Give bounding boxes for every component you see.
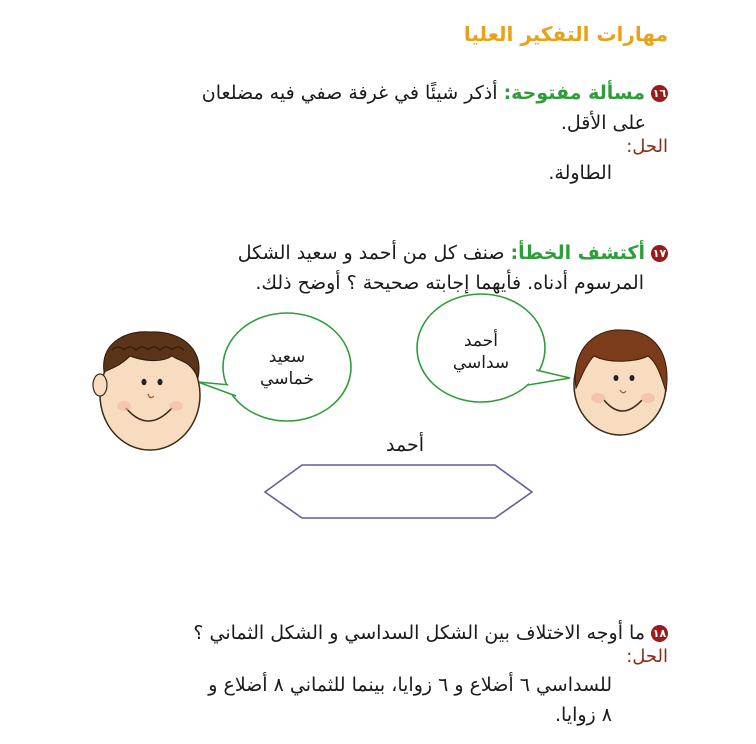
- section-title: مهارات التفكير العليا: [463, 22, 668, 46]
- question-label: مسألة مفتوحة:: [503, 82, 645, 104]
- boy-face-ahmad: [574, 330, 667, 435]
- answer-text: أحمد: [386, 434, 424, 456]
- question-text: أذكر شيئًا في غرفة صفي فيه مضلعان: [201, 82, 498, 104]
- bubble-ahmad-text: أحمد سداسي: [452, 331, 510, 373]
- boy-face-said: [93, 332, 200, 450]
- question-number-badge: ١٦: [652, 87, 667, 100]
- question-text-continued: على الأقل.: [560, 112, 646, 134]
- question-number-badge: ١٨: [652, 627, 667, 640]
- question-label: أكتشف الخطأ:: [510, 242, 645, 264]
- answer-text-continued: ٨ زوايا.: [554, 704, 612, 726]
- answer-text: الطاولة.: [548, 162, 612, 184]
- hexagon-shape: [265, 465, 532, 518]
- question-text: صنف كل من أحمد و سعيد الشكل: [237, 242, 505, 264]
- answer-text: للسداسي ٦ أضلاع و ٦ زوايا، بينما للثماني ٨ أضلاع و: [208, 674, 612, 696]
- bubble-said-text: سعيد خماسي: [260, 347, 314, 389]
- solution-label: الحل:: [626, 136, 668, 157]
- question-number-badge: ١٧: [652, 247, 667, 260]
- question-text: ما أوجه الاختلاف بين الشكل السداسي و الشكل الثماني ؟: [193, 622, 645, 644]
- question-18: [28, 618, 668, 648]
- question-text-continued: المرسوم أدناه. فأيهما إجابته صحيحة ؟ أوضح ذلك.: [255, 272, 644, 294]
- solution-label: الحل:: [626, 646, 668, 667]
